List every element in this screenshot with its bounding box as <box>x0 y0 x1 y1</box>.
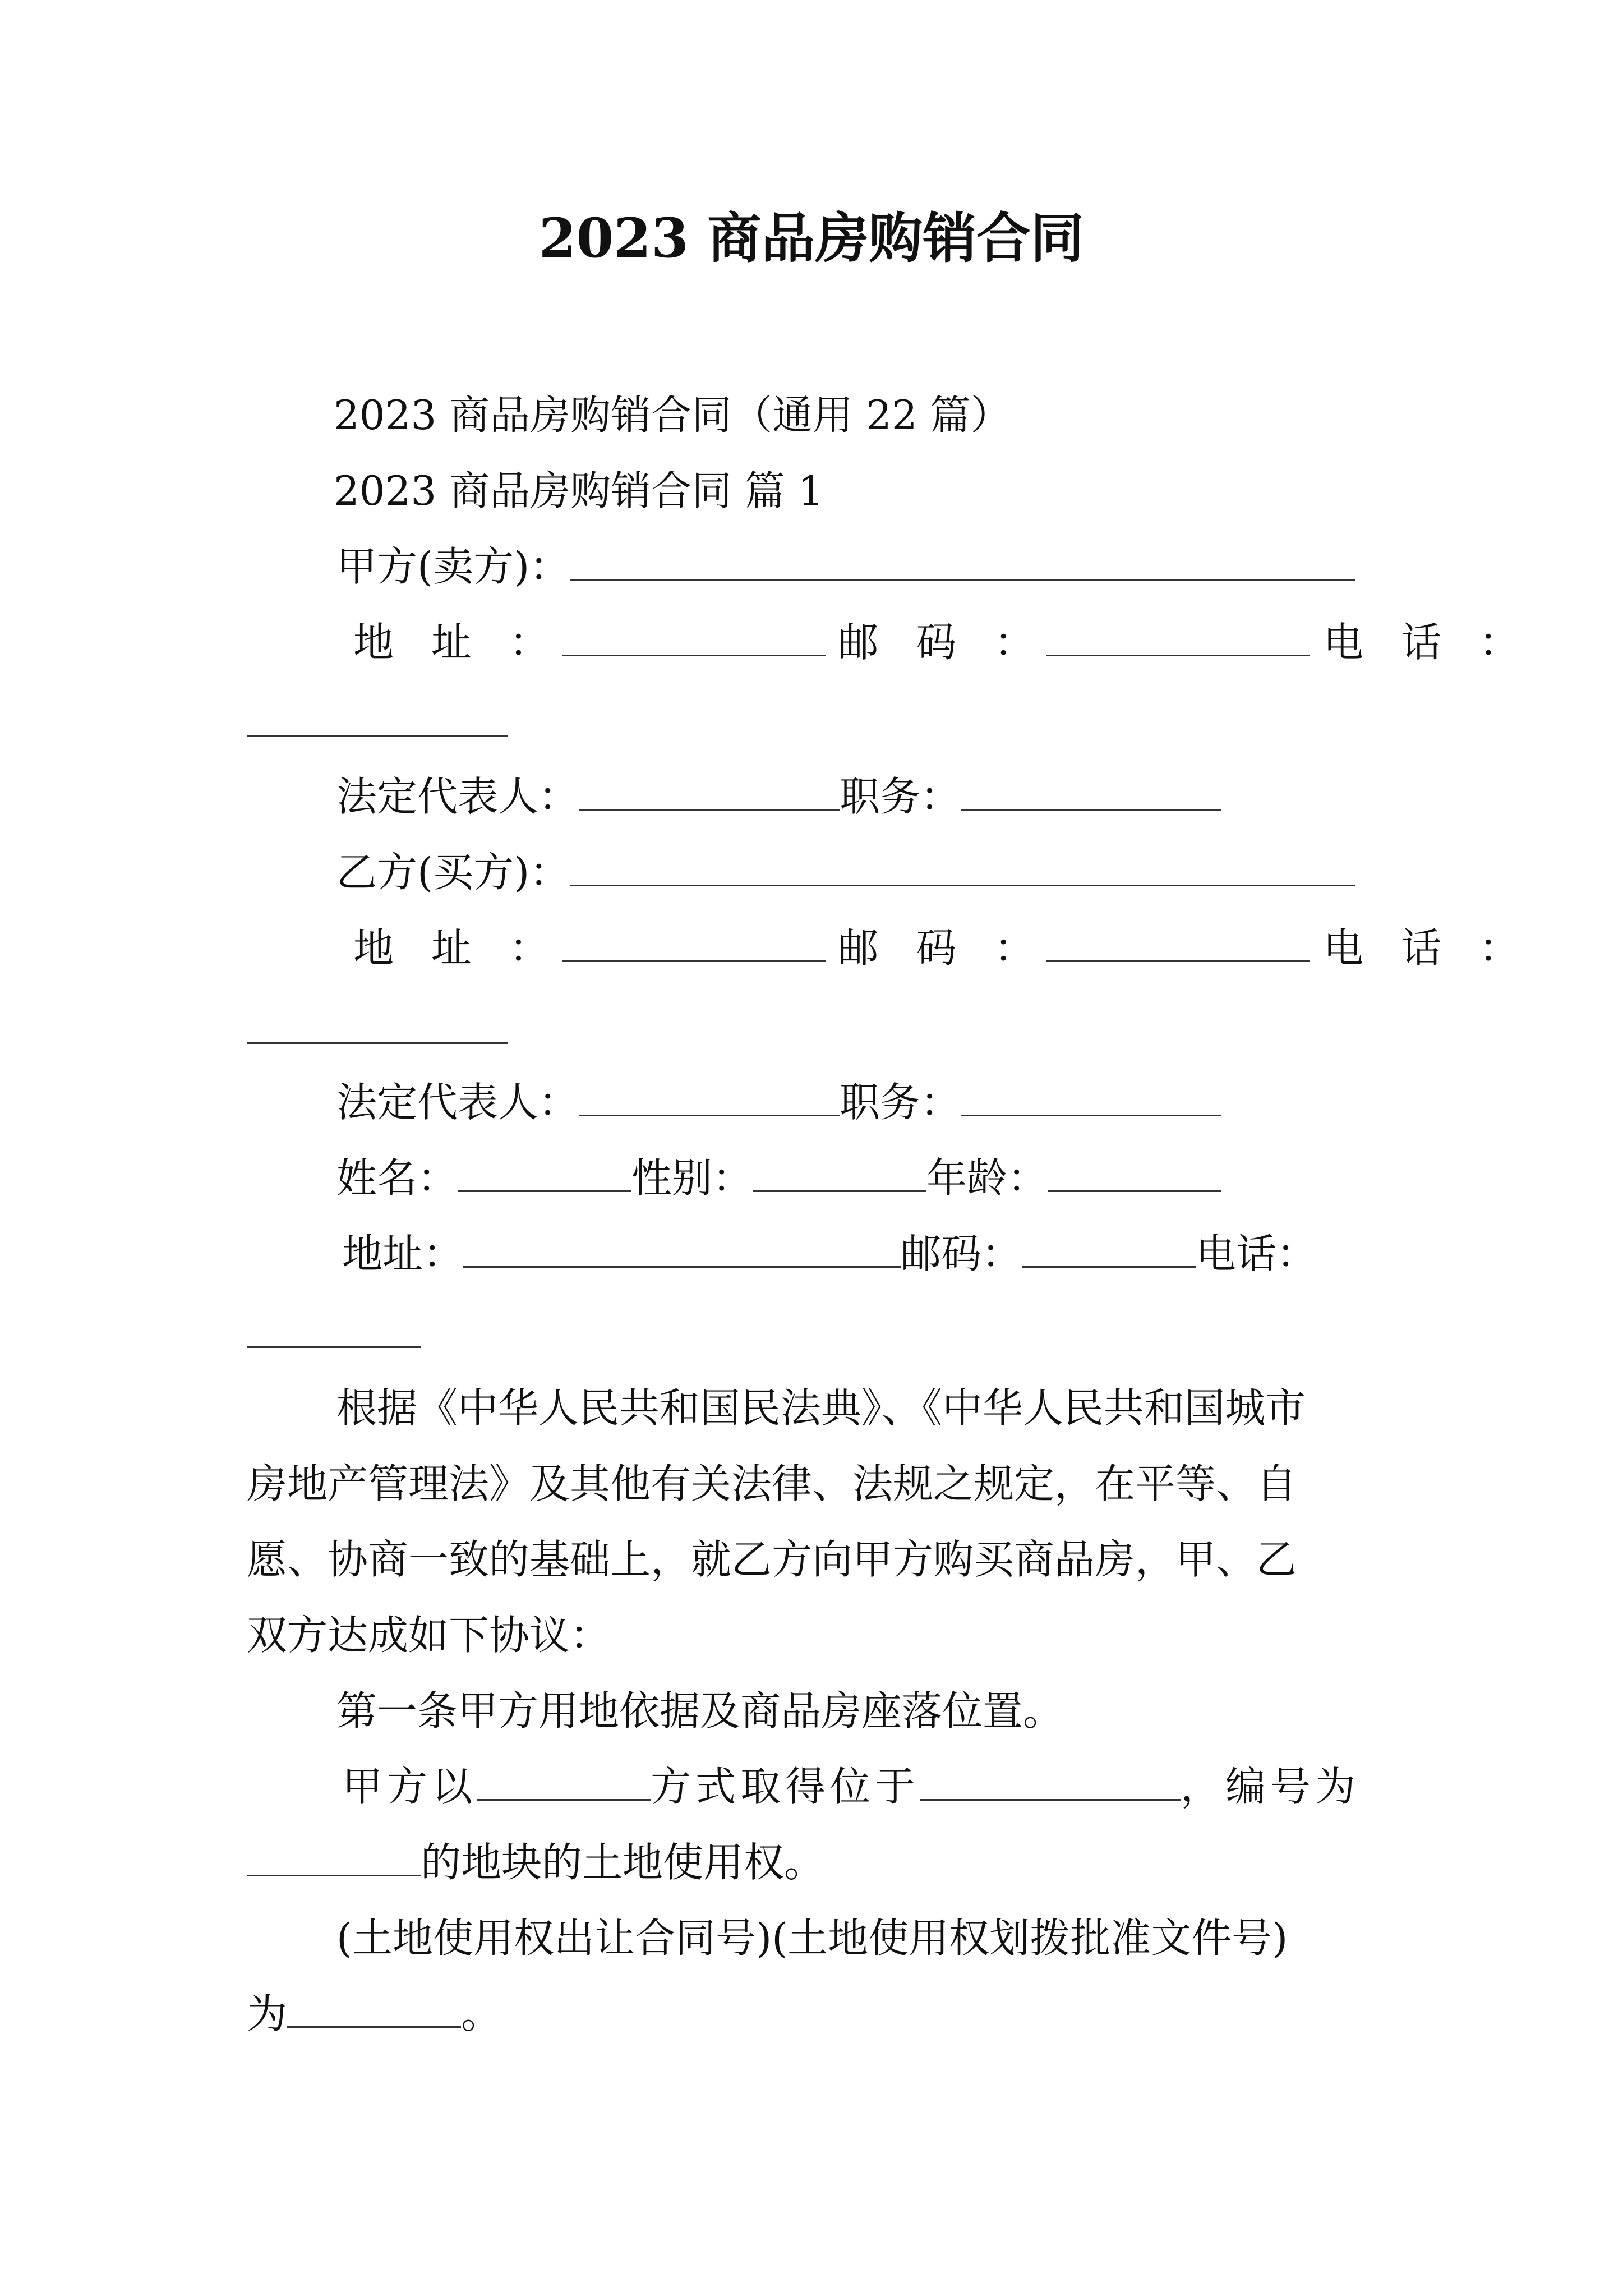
article1-p1-c: ，编号为 <box>1181 1763 1361 1810</box>
party-a-postcode-label: 邮 码 ： <box>838 619 1047 666</box>
preamble-line-3: 愿、协商一致的基础上，就乙方向甲方购买商品房，甲、乙 <box>247 1536 1297 1583</box>
party-a-address-line <box>353 614 1532 670</box>
party-b-address-line <box>353 920 1532 976</box>
party-a-phone-blank[interactable] <box>247 735 508 737</box>
article1-p1-line <box>342 1759 1360 1815</box>
preamble-line-4: 双方达成如下协议： <box>247 1612 611 1659</box>
party-b-rep-label: 法定代表人： <box>336 1079 579 1126</box>
article1-heading: 第一条甲方用地依据及商品房座落位置。 <box>336 1687 1064 1734</box>
party-b-rep-line <box>336 1074 1221 1130</box>
article1-p1-d: 的地块的土地使用权。 <box>421 1839 825 1886</box>
party-b-rep-blank[interactable] <box>579 1081 840 1116</box>
party-a-rep-label: 法定代表人： <box>336 773 579 820</box>
party-b-position-label: 职务： <box>840 1079 961 1126</box>
address2-label: 地址： <box>342 1230 464 1277</box>
party-b-label: 乙方(买方)： <box>336 849 570 896</box>
personal-info-line <box>336 1150 1221 1206</box>
party-a-phone-label: 电 话 ： <box>1323 619 1532 666</box>
party-b-address-blank[interactable] <box>562 927 826 962</box>
party-a-position-blank[interactable] <box>961 775 1221 811</box>
name-blank[interactable] <box>458 1157 631 1192</box>
party-a-rep-line <box>336 769 1221 825</box>
plot-number-blank[interactable] <box>247 1841 421 1876</box>
article1-p1-b: 方式取得位于 <box>651 1763 920 1810</box>
party-a-rep-blank[interactable] <box>579 775 840 811</box>
article1-p2: (土地使用权出让合同号)(土地使用权划拨批准文件号) <box>336 1915 1288 1962</box>
party-b-address-label: 地 址 ： <box>353 924 562 972</box>
gender-label: 性别： <box>631 1154 753 1202</box>
party-a-label: 甲方(卖方)： <box>336 543 570 590</box>
party-b-phone-label: 电 话 ： <box>1323 924 1532 972</box>
address2-line <box>342 1226 1317 1282</box>
name-label: 姓名： <box>336 1154 458 1202</box>
phone2-blank[interactable] <box>247 1346 421 1348</box>
phone2-label: 电话： <box>1196 1230 1317 1277</box>
party-a-address-blank[interactable] <box>562 621 826 656</box>
party-b-line <box>336 844 1355 900</box>
party-b-position-blank[interactable] <box>961 1081 1221 1116</box>
party-a-blank[interactable] <box>570 545 1355 581</box>
party-b-postcode-blank[interactable] <box>1046 927 1310 962</box>
contract-number-blank[interactable] <box>287 1993 461 2028</box>
postcode2-blank[interactable] <box>1022 1232 1196 1268</box>
method-blank[interactable] <box>477 1765 651 1801</box>
party-a-line <box>336 539 1355 595</box>
gender-blank[interactable] <box>753 1157 926 1192</box>
preamble-line-1: 根据《中华人民共和国民法典》、《中华人民共和国城市 <box>336 1384 1306 1432</box>
address2-blank[interactable] <box>463 1232 901 1268</box>
article1-p3-a: 为 <box>247 1990 288 2037</box>
party-a-postcode-blank[interactable] <box>1046 621 1310 656</box>
party-a-address-label: 地 址 ： <box>353 619 562 666</box>
postcode2-label: 邮码： <box>901 1230 1022 1277</box>
location-blank[interactable] <box>920 1765 1181 1801</box>
party-a-position-label: 职务： <box>840 773 961 820</box>
party-b-phone-blank[interactable] <box>247 1042 508 1044</box>
party-b-blank[interactable] <box>570 851 1355 886</box>
preamble-line-2: 房地产管理法》及其他有关法律、法规之规定，在平等、自 <box>247 1460 1297 1507</box>
subtitle: 2023 商品房购销合同（通用 22 篇） <box>334 392 1011 439</box>
article1-p1-a: 甲方以 <box>342 1763 477 1810</box>
article1-p3-b: 。 <box>461 1990 502 2037</box>
age-label: 年龄： <box>926 1154 1048 1202</box>
page-title: 2023 商品房购销合同 <box>538 206 1085 270</box>
article1-p3-line <box>247 1986 501 2042</box>
section-heading: 2023 商品房购销合同 篇 1 <box>334 467 824 514</box>
article1-p1-cont <box>247 1834 824 1890</box>
party-b-postcode-label: 邮 码 ： <box>838 924 1047 972</box>
age-blank[interactable] <box>1048 1157 1221 1192</box>
